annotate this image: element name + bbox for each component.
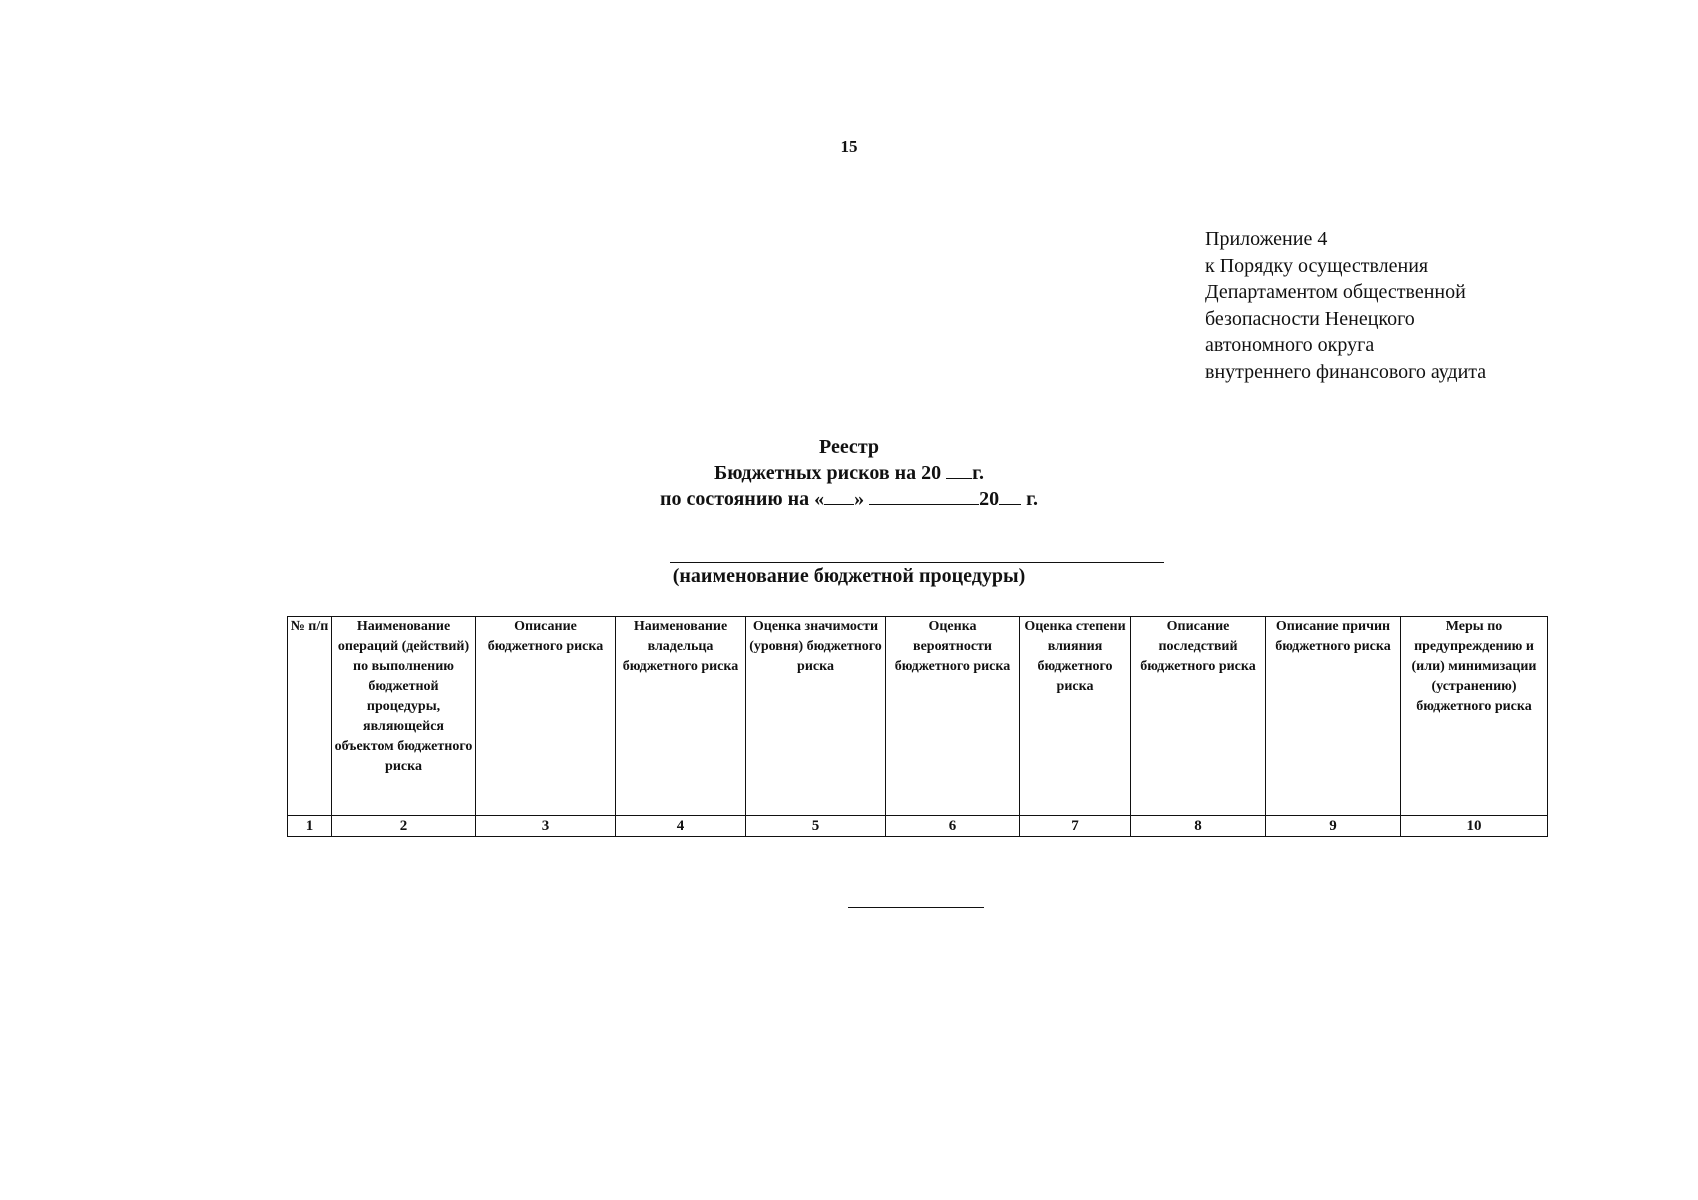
appendix-line: Департаментом общественной bbox=[1205, 281, 1466, 303]
date-mid: » bbox=[854, 488, 865, 510]
header-cell: Наименование владельца бюджетного риска bbox=[616, 617, 746, 816]
appendix-line: к Порядку осуществления bbox=[1205, 254, 1429, 277]
column-number-cell: 3 bbox=[476, 816, 616, 837]
day-blank bbox=[824, 486, 854, 505]
risk-register-table bbox=[287, 616, 1548, 837]
header-cell: Описание причин бюджетного риска bbox=[1266, 617, 1401, 816]
column-number-cell: 10 bbox=[1401, 816, 1548, 837]
table-header-row bbox=[288, 617, 1548, 816]
procedure-caption: (наименование бюджетной процедуры) bbox=[672, 565, 1026, 587]
column-number-cell: 2 bbox=[332, 816, 476, 837]
column-number-cell: 8 bbox=[1131, 816, 1266, 837]
header-cell: № п/п bbox=[288, 617, 332, 816]
column-number-cell: 6 bbox=[886, 816, 1020, 837]
header-cell: Оценка вероятности бюджетного риска bbox=[886, 617, 1020, 816]
header-cell: Оценка степени влияния бюджетного риска bbox=[1020, 617, 1131, 816]
title-line-registry: Реестр bbox=[818, 436, 880, 458]
appendix-line: безопасности Ненецкого bbox=[1205, 307, 1415, 330]
appendix-line: внутреннего финансового аудита bbox=[1205, 360, 1487, 383]
header-cell: Описание последствий бюджетного риска bbox=[1131, 617, 1266, 816]
appendix-line: автономного округа bbox=[1205, 334, 1375, 356]
end-separator-line bbox=[848, 907, 984, 908]
column-number-cell: 4 bbox=[616, 816, 746, 837]
year-blank bbox=[946, 460, 972, 479]
page-number: 15 bbox=[840, 137, 858, 156]
header-cell: Меры по предупреждению и (или) минимизации (устранению) бюджетного риска bbox=[1401, 617, 1548, 816]
appendix-line: Приложение 4 bbox=[1205, 228, 1328, 250]
column-number-cell: 9 bbox=[1266, 816, 1401, 837]
header-cell: Описание бюджетного риска bbox=[476, 617, 616, 816]
title-risks-text: Бюджетных рисков на 20 bbox=[714, 462, 942, 484]
title-year-suffix: г. bbox=[972, 462, 984, 484]
column-number-cell: 1 bbox=[288, 816, 332, 837]
column-number-cell: 5 bbox=[746, 816, 886, 837]
month-blank bbox=[869, 486, 979, 505]
procedure-name-line bbox=[670, 562, 1164, 563]
year-short-blank bbox=[999, 486, 1021, 505]
title-line-date bbox=[0, 486, 1698, 512]
header-cell: Наименование операций (действий) по выполнению бюджетной процедуры, являющейся объектом бюджетного риска bbox=[332, 617, 476, 816]
appendix-block bbox=[1205, 226, 1486, 385]
title-line-risks bbox=[0, 460, 1698, 486]
table-number-row bbox=[288, 816, 1548, 837]
column-number-cell: 7 bbox=[1020, 816, 1131, 837]
document-title bbox=[0, 434, 1698, 512]
date-suffix: г. bbox=[1026, 488, 1038, 510]
header-cell: Оценка значимости (уровня) бюджетного риска bbox=[746, 617, 886, 816]
date-prefix: по состоянию на « bbox=[660, 488, 825, 510]
date-year: 20 bbox=[979, 488, 1000, 510]
